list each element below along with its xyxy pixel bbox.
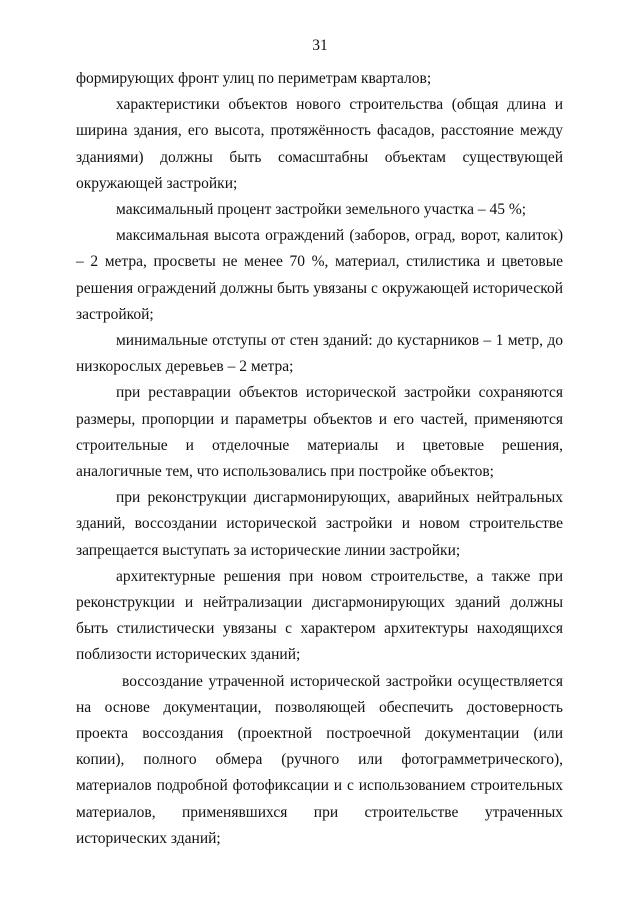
paragraph-architectural-solutions: архитектурные решения при новом строительстве, а также при реконструкции и нейтрализации дисгармонирующих зданий должны быть стилистически увязаны с характером архитектуры находящихся поблизости исторических зданий;	[76, 567, 563, 664]
paragraph-building-characteristics: характеристики объектов нового строительства (общая длина и ширина здания, его высота, протяжённость фасадов, расстояние между зданиями) должны быть сомасштабны объектам существующей окружающей застройки;	[76, 96, 563, 192]
paragraph-fence-height: максимальная высота ограждений (заборов, оград, ворот, калиток) – 2 метра, просветы не менее 70 %, материал, стилистика и цветовые решения ограждений должны быть увязаны с окружающей исторической застройкой;	[76, 227, 563, 323]
paragraph-continuation: формирующих фронт улиц по периметрам кварталов;	[76, 70, 432, 87]
paragraph-restoration: при реставрации объектов исторической застройки сохраняются размеры, пропорции и параметры объектов и его частей, применяются строительные и отделочные материалы и цветовые решения, аналогичные тем, что использовались при постройке объектов;	[76, 384, 563, 481]
paragraph-reconstruction: при реконструкции дисгармонирующих, аварийных нейтральных зданий, воссоздании исторической застройки и новом строительстве запрещается выступать за исторические линии застройки;	[76, 489, 563, 559]
paragraph-max-coverage: максимальный процент застройки земельного участка – 45 %;	[116, 201, 527, 219]
page-number: 31	[312, 37, 328, 54]
paragraph-recreation-lost-buildings: воссоздание утраченной исторической застройки осуществляется на основе документации, позволяющей обеспечить достоверность проекта воссоздания (проектной построечной документации (или копии), полного обмера (ручного или фотограмметрического), материалов подробной фотофиксации и с использованием строительных материалов, применявшихся при строительстве утраченных исторических зданий;	[76, 672, 563, 847]
document-body	[76, 66, 563, 852]
paragraph-min-setbacks: минимальные отступы от стен зданий: до кустарников – 1 метр, до низкорослых деревьев – 2 метра;	[76, 332, 563, 376]
